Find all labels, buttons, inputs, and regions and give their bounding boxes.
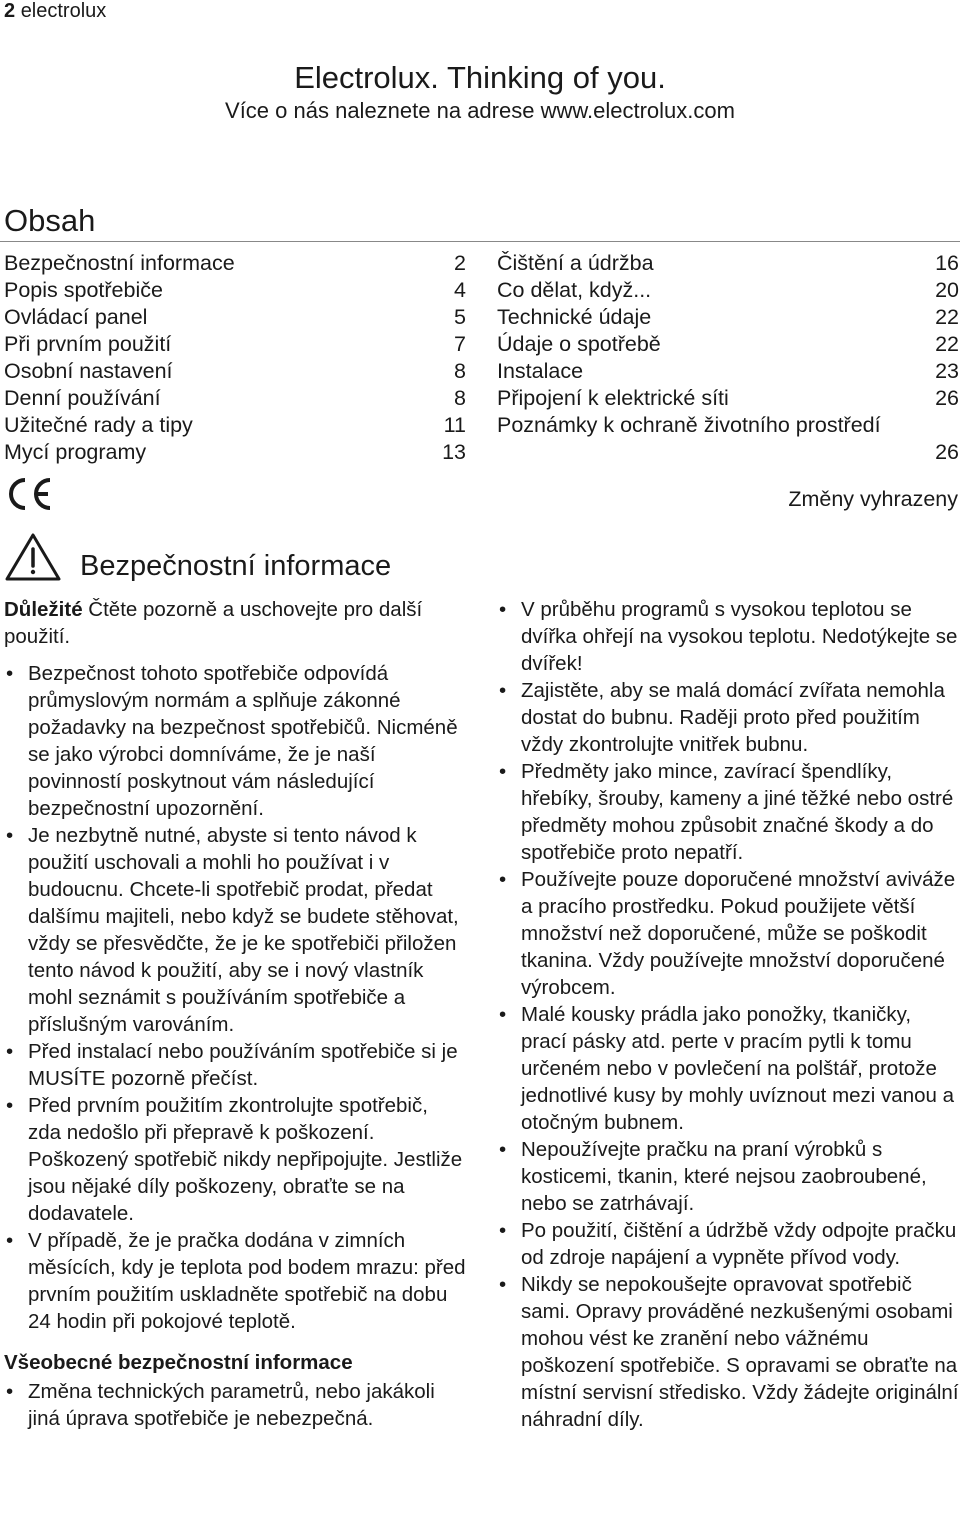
list-item: • Předměty jako mince, zavírací špendlíky, hřebíky, šrouby, kameny a jiné těžké nebo ostré předměty mohou způsobit značné škody a do spotřebiče proto nepatří. xyxy=(497,758,959,866)
toc-entry-page: 11 xyxy=(443,413,466,437)
toc-entry[interactable] xyxy=(4,304,466,331)
toc-title: Obsah xyxy=(4,203,96,238)
list-item: • Je nezbytně nutné, abyste si tento návod k použití uschovali a mohli ho používat i v budoucnu. Chcete-li spotřebič prodat, předat dalšímu majiteli, nebo když se budete stěhovat, vždy se přesvědčte, že je ke spotřebiči přiložen tento návod k použití, aby se i nový vlastník mohl seznámit s používáním spotřebiče a příslušným varováním. xyxy=(4,822,466,1038)
page-number: 2 xyxy=(4,0,16,22)
toc-entry[interactable] xyxy=(497,412,959,466)
toc-entry-page: 5 xyxy=(454,305,466,329)
toc-entry-label: Připojení k elektrické síti xyxy=(497,386,729,410)
safety-left-column xyxy=(4,596,466,1432)
important-text: Čtěte pozorně a uschovejte pro další použití. xyxy=(4,598,423,648)
general-safety-heading: Všeobecné bezpečnostní informace xyxy=(4,1351,353,1374)
safety-right-column xyxy=(497,596,959,1433)
list-item: • V průběhu programů s vysokou teplotou se dvířka ohřejí na vysokou teplotu. Nedotýkejte se dvířek! xyxy=(497,596,959,677)
list-item: • Nikdy se nepokoušejte opravovat spotřebič sami. Opravy prováděné nezkušenými osobami mohou vést ke zranění nebo vážnému poškození spotřebiče. S opravami se obraťte na místní servisní středisko. Vždy žádejte originální náhradní díly. xyxy=(497,1271,959,1433)
toc-divider xyxy=(0,241,960,242)
brand-title: Electrolux. Thinking of you. xyxy=(294,60,666,95)
toc-entry-page: 7 xyxy=(454,332,466,356)
toc-entry[interactable] xyxy=(4,250,466,277)
toc-entry-page: 22 xyxy=(935,332,959,356)
list-item: • Změna technických parametrů, nebo jakákoli jiná úprava spotřebiče je nebezpečná. xyxy=(4,1378,466,1432)
list-item: • Zajistěte, aby se malá domácí zvířata nemohla dostat do bubnu. Raději proto před použitím vždy zkontrolujte vnitřek bubnu. xyxy=(497,677,959,758)
toc-entry-label: Osobní nastavení xyxy=(4,359,173,383)
toc-entry-page: 8 xyxy=(454,386,466,410)
toc-entry-label: Údaje o spotřebě xyxy=(497,332,661,356)
changes-reserved-note: Změny vyhrazeny xyxy=(788,487,958,511)
toc-entry-label: Mycí programy xyxy=(4,440,147,464)
toc-entry[interactable] xyxy=(4,277,466,304)
important-label: Důležité xyxy=(4,598,83,621)
list-item: • Nepoužívejte pračku na praní výrobků s kosticemi, tkanin, které nejsou zaobroubené, nebo se zatrhávají. xyxy=(497,1136,959,1217)
toc-entry-page: 16 xyxy=(935,251,959,275)
toc-entry[interactable] xyxy=(497,250,959,277)
toc-entry-label: Popis spotřebiče xyxy=(4,278,163,302)
toc-entry[interactable] xyxy=(497,331,959,358)
toc-entry[interactable] xyxy=(4,358,466,385)
safety-list xyxy=(4,660,466,1335)
toc-entry-label: Technické údaje xyxy=(497,305,652,329)
toc-entry-page: 22 xyxy=(935,305,959,329)
ce-mark-icon xyxy=(4,474,54,514)
toc-left-column xyxy=(4,250,466,466)
toc-entry[interactable] xyxy=(4,385,466,412)
toc-entry[interactable] xyxy=(4,331,466,358)
safety-list xyxy=(497,596,959,1433)
list-item: • V případě, že je pračka dodána v zimních měsících, kdy je teplota pod bodem mrazu: před prvním použitím uskladněte spotřebič na dobu 24 hodin při pokojové teplotě. xyxy=(4,1227,466,1335)
toc-entry-label: Bezpečnostní informace xyxy=(4,251,235,275)
toc-entry-page: 26 xyxy=(935,440,959,464)
warning-triangle-icon xyxy=(4,532,62,582)
toc-right-column xyxy=(497,250,959,466)
toc-entry-page: 20 xyxy=(935,278,959,302)
toc-entry-label: Ovládací panel xyxy=(4,305,148,329)
toc-entry-page: 23 xyxy=(935,359,959,383)
list-item: • Používejte pouze doporučené množství aviváže a pracího prostředku. Pokud použijete větší množství než doporučené, může se poškodit tkanina. Vždy používejte množství doporučené výrobcem. xyxy=(497,866,959,1001)
list-item: • Po použití, čištění a údržbě vždy odpojte pračku od zdroje napájení a vypněte přívod vody. xyxy=(497,1217,959,1271)
toc-entry-label: Při prvním použití xyxy=(4,332,172,356)
toc-entry-page: 26 xyxy=(935,386,959,410)
toc-entry[interactable] xyxy=(4,439,466,466)
toc-entry-label: Co dělat, když... xyxy=(497,278,652,302)
toc-entry[interactable] xyxy=(497,385,959,412)
toc-entry-label: Čištění a údržba xyxy=(497,251,654,275)
toc-entry-page: 13 xyxy=(442,440,466,464)
toc-entry-label: Poznámky k ochraně životního prostředí xyxy=(497,413,881,437)
toc-entry[interactable] xyxy=(497,358,959,385)
toc-entry[interactable] xyxy=(4,412,466,439)
toc-entry-page: 2 xyxy=(454,251,466,275)
section-title: Bezpečnostní informace xyxy=(80,550,392,582)
toc-entry-label: Instalace xyxy=(497,359,584,383)
header-brand: electrolux xyxy=(20,0,107,22)
list-item: • Malé kousky prádla jako ponožky, tkaničky, prací pásky atd. perte v pracím pytli k tomu určeném nebo v povlečení na polštář, protože jednotlivé kusy by mohly uvíznout mezi vanou a otočným bubnem. xyxy=(497,1001,959,1136)
page-header xyxy=(4,0,106,23)
toc-entry[interactable] xyxy=(497,277,959,304)
general-safety-list xyxy=(4,1378,466,1432)
list-item: • Před prvním použitím zkontrolujte spotřebič, zda nedošlo při přepravě k poškození. Poškozený spotřebič nikdy nepřipojujte. Jestliže jsou nějaké díly poškozeny, obraťte se na dodavatele. xyxy=(4,1092,466,1227)
list-item: • Bezpečnost tohoto spotřebiče odpovídá průmyslovým normám a splňuje zákonné požadavky na bezpečnost spotřebičů. Nicméně se jako výrobci domníváme, že je naší povinností poskytnout vám následující bezpečnostní upozornění. xyxy=(4,660,466,822)
toc-entry[interactable] xyxy=(497,304,959,331)
list-item: • Před instalací nebo používáním spotřebiče si je MUSÍTE pozorně přečíst. xyxy=(4,1038,466,1092)
important-note xyxy=(4,596,466,650)
brand-subtitle[interactable]: Více o nás naleznete na adrese www.electrolux.com xyxy=(225,98,735,123)
toc-entry-page: 8 xyxy=(454,359,466,383)
toc-entry-label: Denní používání xyxy=(4,386,161,410)
toc-entry-label: Užitečné rady a tipy xyxy=(4,413,193,437)
toc-entry-page: 4 xyxy=(454,278,466,302)
